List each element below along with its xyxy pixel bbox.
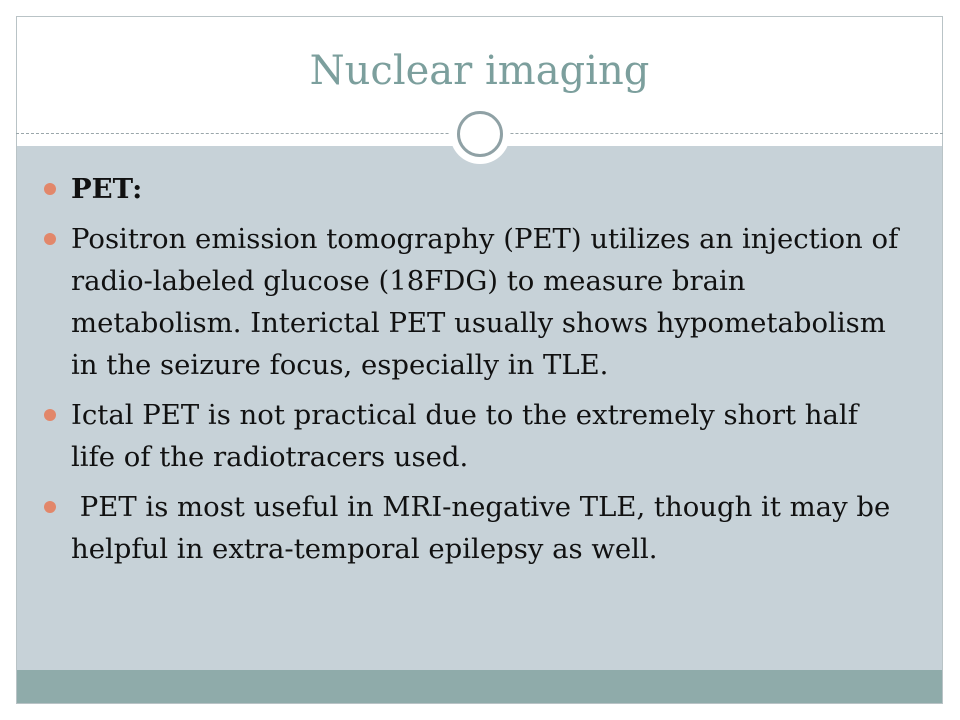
footer-band (17, 670, 942, 703)
slide-title: Nuclear imaging (309, 48, 650, 94)
bullet-text: PET: (71, 173, 143, 205)
bullet-list (44, 168, 904, 578)
bullet-dot-icon (44, 233, 56, 245)
ring-icon (457, 111, 503, 157)
circle-ornament-icon (450, 104, 510, 164)
bullet-item-ictal-pet (44, 394, 904, 478)
bullet-text: Ictal PET is not practical due to the extremely short half life of the radiotracers used. (71, 399, 858, 473)
bullet-item-pet-heading (44, 168, 904, 210)
bullet-item-pet-description (44, 218, 904, 386)
bullet-dot-icon (44, 409, 56, 421)
bullet-dot-icon (44, 501, 56, 513)
bullet-dot-icon (44, 183, 56, 195)
bullet-item-pet-usefulness (44, 486, 904, 570)
bullet-text: Positron emission tomography (PET) utilizes an injection of radio-labeled glucose (18FDG) to measure brain metabolism. Interictal PET usually shows hypometabolism in the seizure focus, especially in TLE. (71, 223, 899, 381)
bullet-text: PET is most useful in MRI-negative TLE, though it may be helpful in extra-temporal epilepsy as well. (71, 491, 899, 565)
